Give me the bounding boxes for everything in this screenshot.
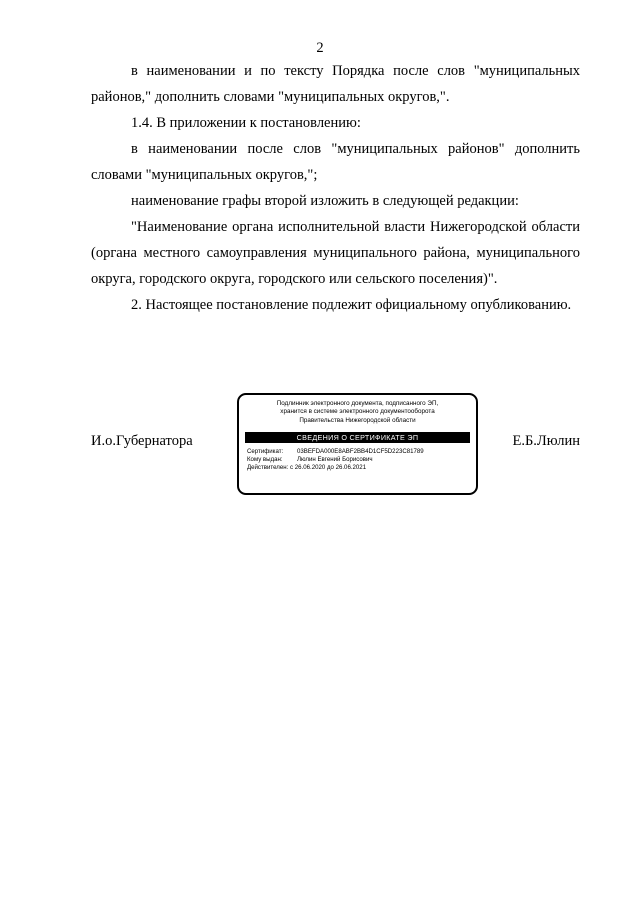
validity-row [247, 464, 476, 472]
paragraph: в наименовании после слов "муниципальных районов" дополнить словами "муниципальных округов,"; [91, 141, 580, 183]
paragraph: в наименовании и по тексту Порядка после слов "муниципальных районов," дополнить словами "муниципальных округов,". [91, 63, 580, 105]
certificate-value: 03BEFDA000E8ABF2BB4D1CF5D223C81789 [297, 447, 424, 455]
certificate-label: Сертификат: [247, 447, 284, 455]
signature-block [91, 393, 580, 497]
validity-label: Действителен: [247, 464, 289, 472]
paragraph: 1.4. В приложении к постановлению: [131, 115, 361, 131]
certificate-row [247, 448, 476, 456]
page-number: 2 [316, 40, 324, 56]
stamp-header-line: хранится в системе электронного документооборота [280, 408, 435, 416]
issued-to-row [247, 456, 476, 464]
issued-to-label: Кому выдан: [247, 456, 283, 464]
stamp-header [239, 400, 476, 425]
paragraph: 2. Настоящее постановление подлежит официальному опубликованию. [131, 297, 572, 313]
signer-name: Е.Б.Люлин [512, 433, 580, 449]
stamp-details [247, 448, 476, 473]
validity-value: с 26.06.2020 до 26.06.2021 [290, 464, 367, 472]
issued-to-value: Люлин Евгений Борисович [297, 456, 373, 464]
stamp-certificate-bar: СВЕДЕНИЯ О СЕРТИФИКАТЕ ЭП [245, 432, 470, 443]
document-body [91, 58, 580, 318]
stamp-header-line: Подлинник электронного документа, подписанного ЭП, [276, 400, 439, 407]
paragraph: наименование графы второй изложить в следующей редакции: [131, 193, 519, 209]
signer-title: И.о.Губернатора [91, 433, 193, 449]
paragraph: "Наименование органа исполнительной власти Нижегородской области (органа местного самоуправления муниципального района, муниципального округа, городского округа, городского или сельского поселения)". [91, 219, 580, 287]
stamp-header-line: Правительства Нижегородской области [299, 416, 416, 424]
electronic-signature-stamp [237, 393, 478, 495]
